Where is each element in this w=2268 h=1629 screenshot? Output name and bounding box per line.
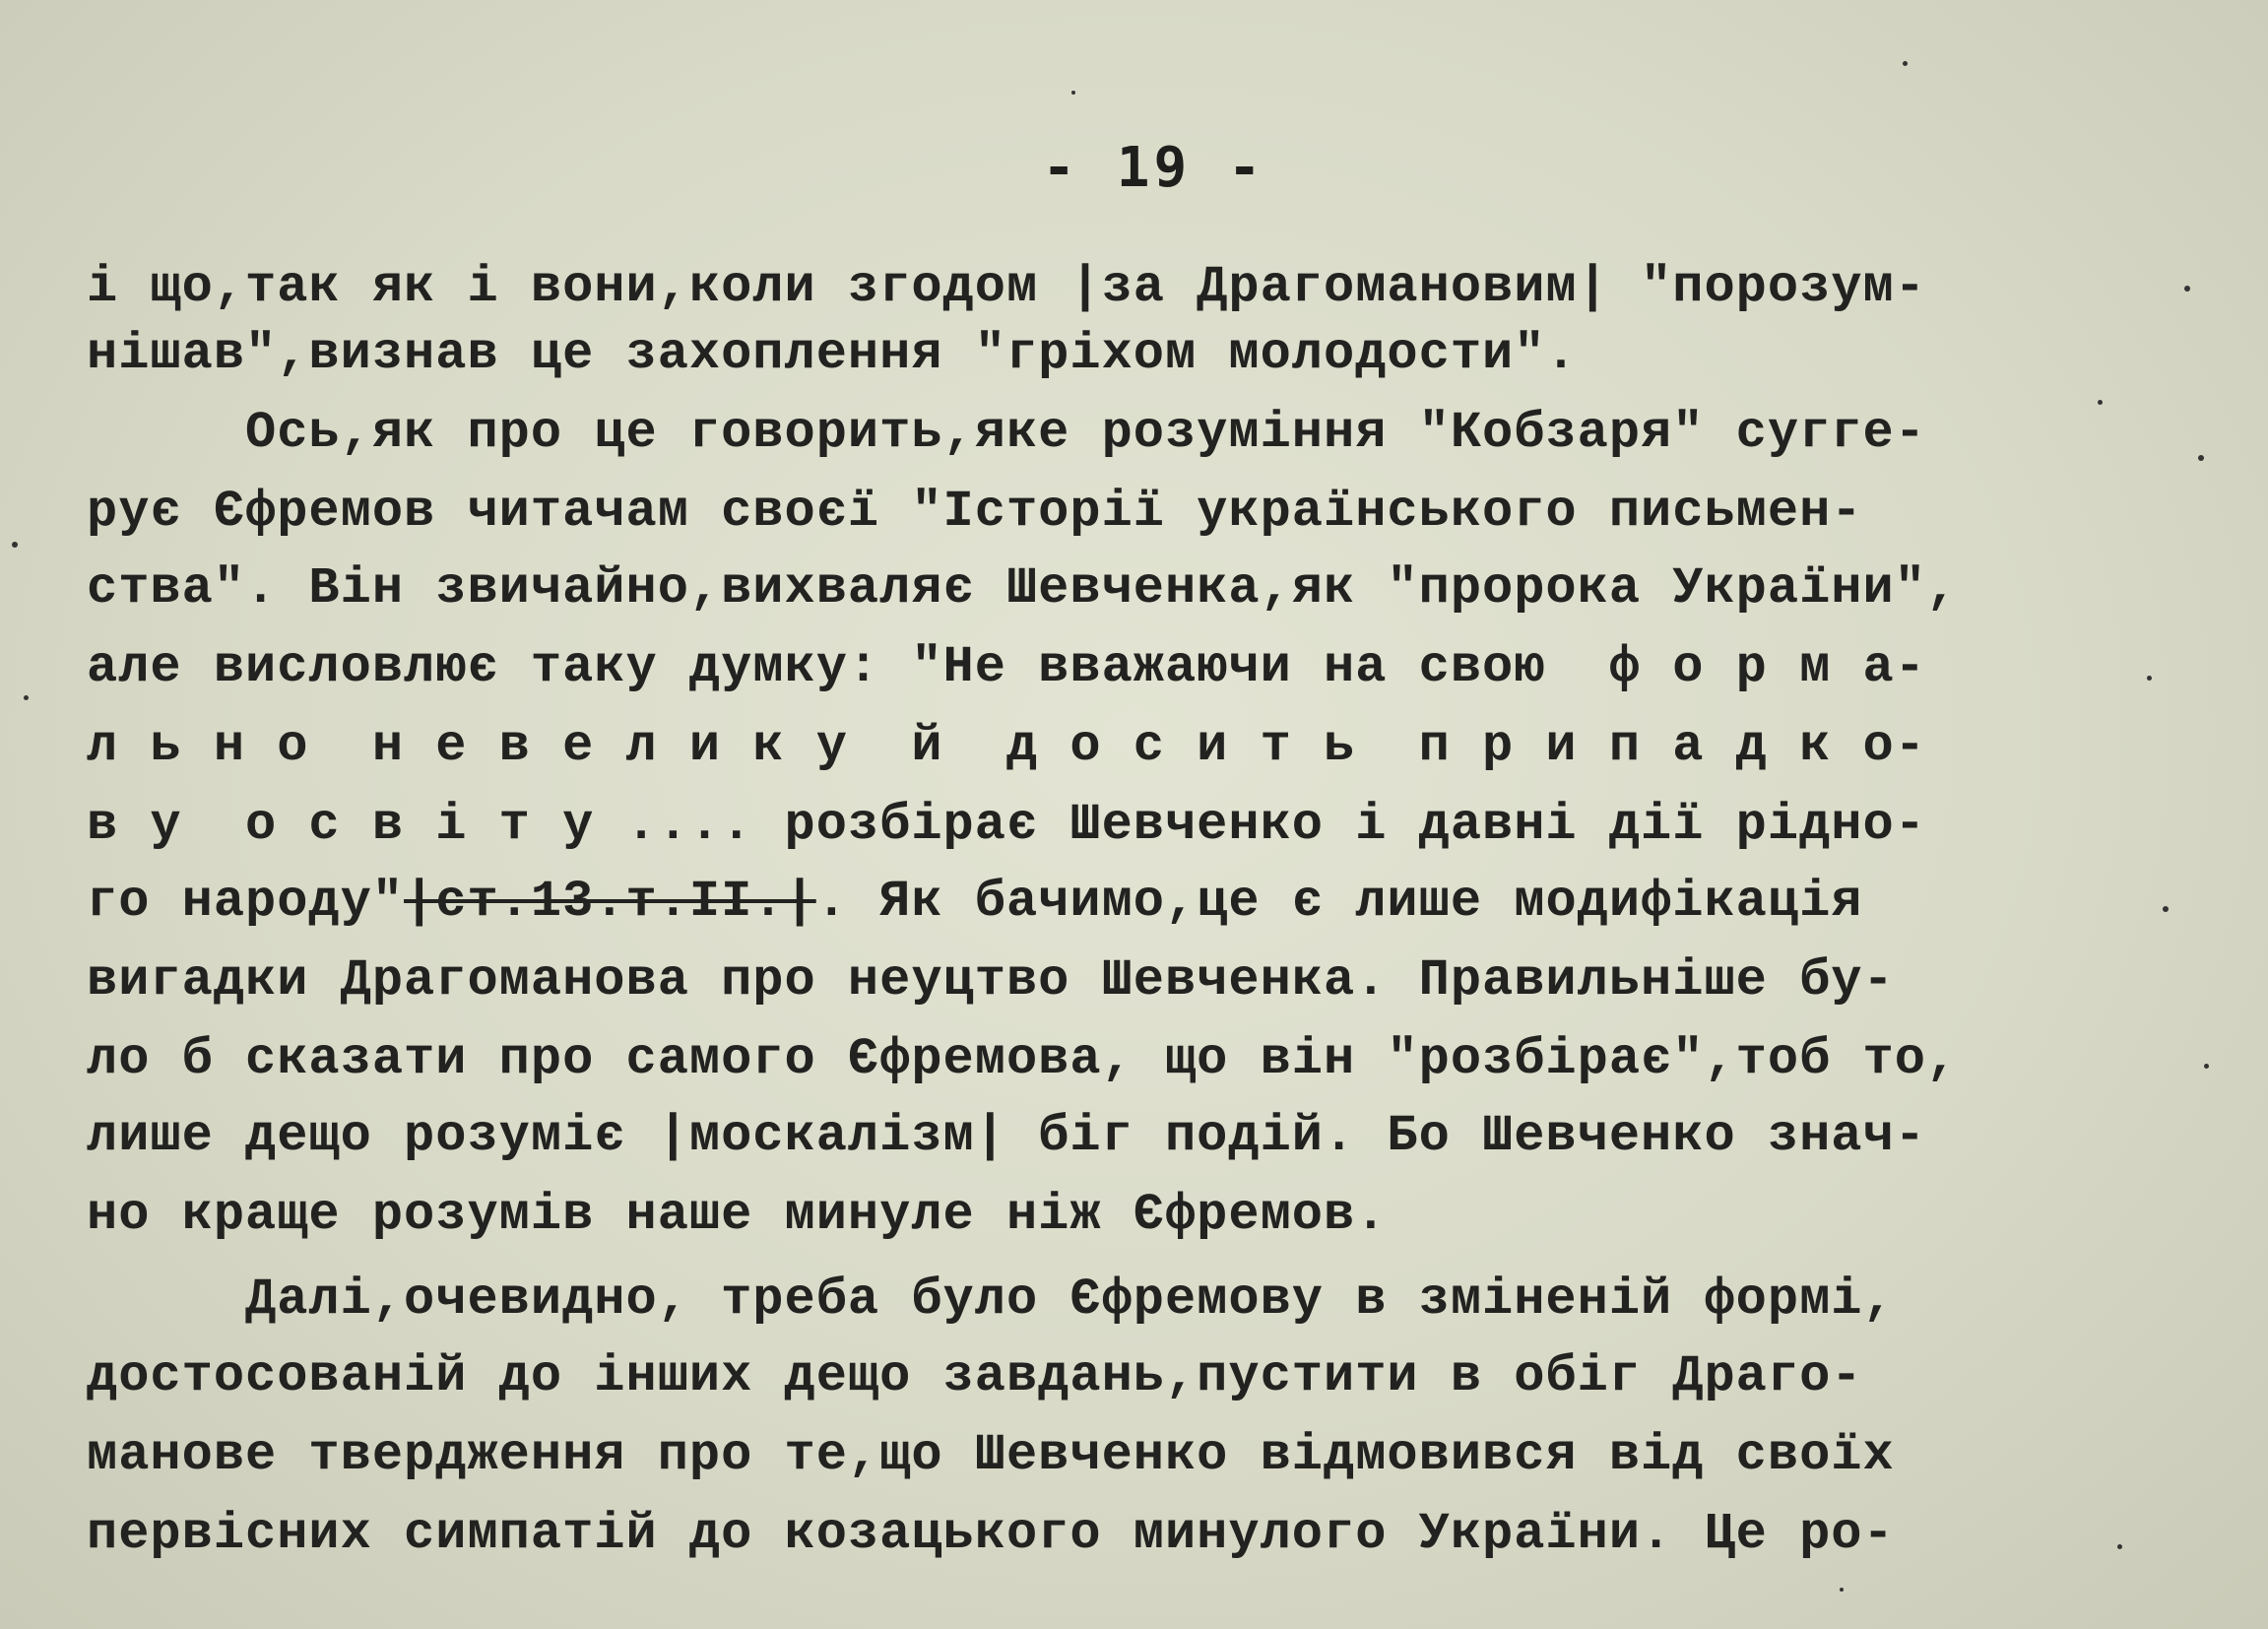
paper-speck: [2098, 400, 2103, 405]
text-line: і що,так як і вони,коли згодом |за Драгомановим| "порозум-: [87, 258, 1926, 316]
text-line: рує Єфремов читачам своєї "Історії українського письмен-: [87, 483, 1863, 541]
text-line: манове твердження про те,що Шевченко відмовився від своїх: [87, 1426, 1895, 1484]
paper-speck: [1903, 61, 1908, 66]
text-line: але висловлює таку думку: "Не вважаючи на свою ф о р м а-: [87, 638, 1926, 696]
text-line: л ь н о н е в е л и к у й д о с и т ь п р и п а д к о-: [87, 717, 1926, 775]
page-number: - 19 -: [1042, 136, 1265, 200]
paper-speck: [2204, 1064, 2209, 1069]
paper-speck: [12, 542, 18, 548]
text-line: лише дещо розуміє |москалізм| біг подій. Бо Шевченко знач-: [87, 1107, 1926, 1165]
paper-speck: [1071, 91, 1075, 95]
text-line: первісних симпатій до козацького минулого України. Це ро-: [87, 1505, 1895, 1563]
paper-speck: [1840, 1588, 1844, 1592]
text-line: ства". Він звичайно,вихваляє Шевченка,як "пророка України",: [87, 559, 1959, 618]
text-segment: го народу": [87, 873, 405, 931]
text-line: достосованій до інших дещо завдань,пустити в обіг Драго-: [87, 1347, 1863, 1405]
paper-speck: [2117, 1544, 2122, 1549]
text-line: нішав",визнав це захоплення "гріхом молодости".: [87, 325, 1578, 383]
text-line: но краще розумів наше минуле ніж Єфремов.: [87, 1186, 1388, 1244]
text-segment: . Як бачимо,це є лише модифікація: [815, 873, 1863, 931]
paper-speck: [2184, 286, 2190, 292]
text-line: ло б сказати про самого Єфремова, що він "розбірає",тоб то,: [87, 1030, 1959, 1088]
text-line: Далі,очевидно, треба було Єфремову в зміненій формі,: [87, 1271, 1895, 1329]
paper-speck: [2198, 455, 2204, 461]
paper-speck: [2163, 906, 2169, 912]
paper-speck: [2147, 676, 2152, 681]
paper-speck: [24, 695, 29, 700]
struck-reference: |ст.13.т.II.|: [404, 873, 816, 931]
text-line: [87, 873, 1863, 932]
text-line: в у о с в і т у .... розбірає Шевченко і давні дії рідно-: [87, 796, 1926, 854]
text-line: Ось,як про це говорить,яке розуміння "Кобзаря" сугге-: [87, 404, 1926, 462]
text-line: вигадки Драгоманова про неуцтво Шевченка. Правильніше бу-: [87, 951, 1895, 1010]
